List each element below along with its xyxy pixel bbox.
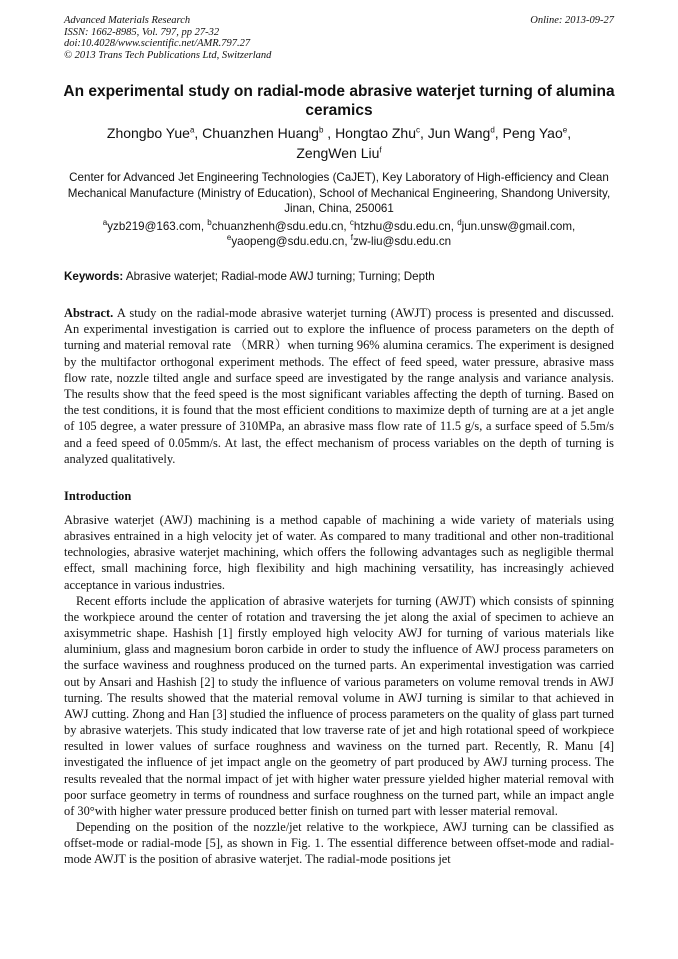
author-separator: , (567, 125, 572, 141)
email-address[interactable]: jun.unsw@gmail.com (461, 220, 572, 233)
copyright-line: © 2013 Trans Tech Publications Ltd, Switzerland (64, 49, 272, 61)
email-entry (207, 220, 350, 233)
email-mark: f (350, 233, 353, 243)
paragraph: Recent efforts include the application of abrasive waterjets for turning (AWJT) which consists of spinning the workpiece around the center of rotation and traversing the jet along the axial of specimen to achieve an axisymmetric shape. Hashish [1] firstly employed high velocity AWJ for turning of various materials like aluminium, glass and magnesium boron carbide in order to study the influence of AWJ process parameters on the surface waviness and roughness produced on the turned parts. An experimental investigation was carried out by Ansari and Hashish [2] to study the influence of various parameters on volume removal trends in AWJ turning. The results showed that the material removal volume in AWJ turning is similar to that achieved in AWJ cutting. Zhong and Han [3] studied the influence of process parameters on the quality of glass part turned by abrasive waterjets. This study indicated that low traverse rate of jet and high rotational speed of workpiece resulted in lower values of surface roughness and waviness on the turned part. Recently, R. Manu [4] investigated the influence of jet impact angle on the geometry of part produced by AWJ turning process. The results revealed that the normal impact of jet with higher water pressure yielded higher material removal with poor surface geometry in terms of roundness and surface roughness on the turned part, while an impact angle of 30°with higher water pressure produced better finish on turned part with lesser material removal. (64, 593, 614, 818)
email-address[interactable]: htzhu@sdu.edu.cn (353, 220, 451, 233)
abstract-label: Abstract. (64, 306, 114, 320)
author-separator: , (494, 125, 503, 141)
author-mark: d (490, 125, 495, 135)
doi-line: doi:10.4028/www.scientific.net/AMR.797.27 (64, 38, 251, 50)
author-name: Chuanzhen Huang (202, 125, 319, 141)
journal-name: Advanced Materials Research (64, 15, 191, 26)
author-mark: b (318, 125, 324, 135)
email-address[interactable]: yzb219@163.com (107, 220, 201, 233)
keywords (64, 270, 614, 283)
email-list (60, 219, 618, 249)
email-separator: , (572, 220, 576, 233)
publication-meta (64, 15, 271, 61)
email-address[interactable]: zw-liu@sdu.edu.cn (353, 235, 452, 248)
online-date: Online: 2013-09-27 (530, 15, 614, 26)
introduction-body (64, 512, 614, 867)
author-name: Zhongbo Yue (106, 125, 190, 141)
author-mark: f (379, 145, 382, 155)
author-name: Jun Wang (427, 125, 491, 141)
author-separator: , (194, 125, 203, 141)
abstract (64, 305, 614, 467)
author (428, 125, 503, 141)
email-entry (103, 220, 208, 233)
email-mark: d (457, 218, 462, 228)
affiliation: Center for Advanced Jet Engineering Technologies (CaJET), Key Laboratory of High-efficiency and Clean Mechanical Manufacture (Ministry of Education), School of Mechanical Engineering, Shandong University, Jinan, China, 250061 (67, 171, 611, 215)
author-name: Peng Yao (502, 125, 563, 141)
author (107, 125, 202, 141)
email-separator: , (343, 220, 350, 233)
author-separator: , (420, 125, 428, 141)
paragraph: Abrasive waterjet (AWJ) machining is a method capable of machining a wide variety of materials using abrasives entrained in a high velocity jet of water. As compared to many traditional and other non-traditional technologies, abrasive waterjet machining, which offers the following advantages such as negligible thermal effect, small machining force, high flexibility and high machining versatility, has increasingly achieved acceptance in various industries. (64, 513, 614, 592)
email-separator: , (450, 220, 458, 233)
abstract-text: A study on the radial-mode abrasive waterjet turning (AWJT) process is presented and discussed. An experimental investigation is carried out to explore the influence of process parameters on the depth of turning and material removal rate （MRR）when turning 96% alumina ceramics. The experiment is designed by the multifactor orthogonal experiment methods. The effect of feed speed, water pressure, abrasive mass flow rate, nozzle tilted angle and surface speed are investigated by the range analysis and variance analysis. The results show that the feed speed is the most significant variables affecting the depth of turning. Based on the test conditions, it is found that the most efficient conditions to maximize depth of turning are at a jet angle of 105 degree, a water pressure of 310MPa, an abrasive mass flow rate of 11.5 g/s, a surface speed of 5.5m/s and a feed speed of 0.05mm/s. At last, the effect mechanism of process variables on the depth of turning is analyzed qualitatively. (64, 306, 614, 466)
author-list (60, 123, 618, 163)
email-address[interactable]: chuanzhenh@sdu.edu.cn (211, 220, 344, 233)
author-name: Hongtao Zhu (335, 125, 417, 141)
keywords-label: Keywords: (64, 270, 124, 283)
email-address[interactable]: yaopeng@sdu.edu.cn (231, 235, 345, 248)
author (202, 125, 335, 141)
keywords-text: Abrasive waterjet; Radial-mode AWJ turning; Turning; Depth (123, 270, 435, 283)
email-mark: c (349, 218, 354, 228)
email-entry (351, 235, 451, 248)
email-mark: b (207, 218, 212, 228)
issn-line: ISSN: 1662-8985, Vol. 797, pp 27-32 (64, 26, 220, 38)
author-name: ZengWen Liu (296, 145, 380, 161)
email-entry (350, 220, 457, 233)
author (335, 125, 428, 141)
author (503, 125, 572, 141)
email-entry (457, 220, 575, 233)
email-mark: a (102, 218, 108, 228)
paper-title: An experimental study on radial-mode abrasive waterjet turning of alumina ceramics (63, 83, 615, 119)
email-mark: e (226, 233, 232, 243)
author-mark: c (416, 125, 421, 135)
section-heading-introduction: Introduction (64, 489, 132, 503)
author-mark: e (562, 125, 568, 135)
author (296, 145, 381, 161)
author-separator: , (323, 125, 336, 141)
email-entry (227, 235, 351, 248)
author-mark: a (189, 125, 195, 135)
email-separator: , (200, 220, 208, 233)
email-separator: , (344, 235, 351, 248)
paragraph: Depending on the position of the nozzle/jet relative to the workpiece, AWJ turning can be classified as offset-mode or radial-mode [5], as shown in Fig. 1. The essential difference between offset-mode and radial-mode AWJT is the position of abrasive waterjet. The radial-mode positions jet (64, 819, 614, 867)
